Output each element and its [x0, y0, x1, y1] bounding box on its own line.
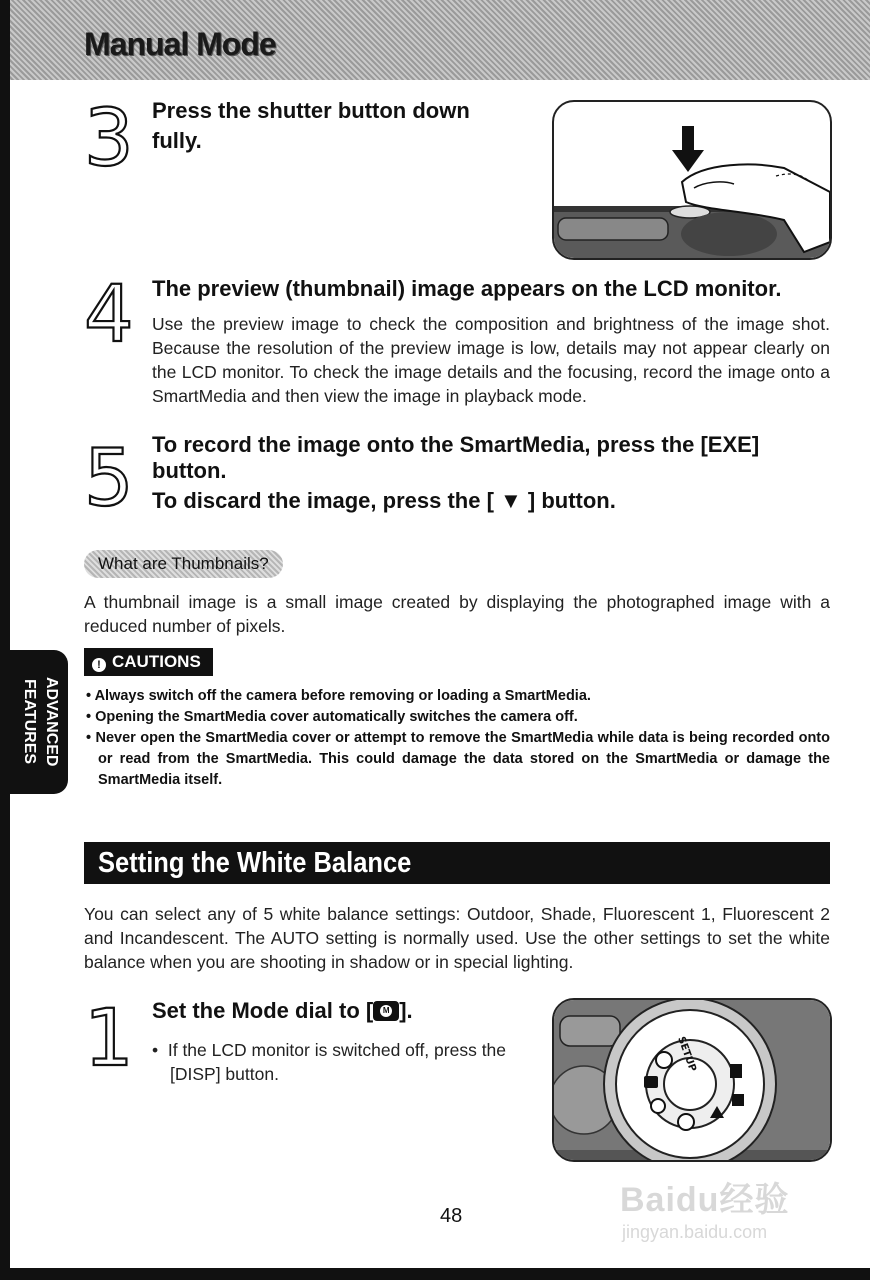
watermark-url: jingyan.baidu.com	[622, 1222, 768, 1242]
thumbnails-callout-label: What are Thumbnails?	[84, 550, 283, 578]
caution-item: • Opening the SmartMedia cover automatically switches the camera off.	[86, 709, 578, 725]
step-3-number: 3	[84, 94, 134, 184]
step-1-note: • If the LCD monitor is switched off, press the [DISP] button.	[152, 1040, 507, 1084]
shutter-press-illustration	[552, 100, 832, 260]
step-4-body: Use the preview image to check the composition and brightness of the image shot. Because the resolution of the preview image is low, details may not appear clearly on the LCD monitor. To check the image details and the focusing, record the image onto a SmartMedia and then view the image in playback mode.	[152, 314, 830, 406]
section-title: Setting the White Balance	[98, 847, 412, 879]
side-tab-label: ADVANCED FEATURES	[21, 677, 60, 767]
caution-item-text: Opening the SmartMedia cover automatically switches the camera off.	[95, 709, 578, 725]
step-1-title-prefix: Set the Mode dial to [	[152, 998, 374, 1023]
step-1-number: 1	[84, 994, 134, 1084]
step-1-title-suffix: ].	[399, 998, 413, 1023]
step-1-note-text: If the LCD monitor is switched off, press the [DISP] button.	[167, 1040, 507, 1084]
mode-dial-illustration	[552, 998, 832, 1162]
bottom-rule	[0, 1268, 870, 1280]
step-5-title-record: To record the image onto the SmartMedia, press the [EXE] button.	[152, 432, 760, 483]
shutter-press-drawing	[554, 102, 830, 258]
caution-item: • Always switch off the camera before removing or loading a SmartMedia.	[86, 688, 591, 704]
step-1-title	[152, 996, 532, 1026]
caution-item-text: Never open the SmartMedia cover or attempt to remove the SmartMedia while data is being recorded onto or read from the SmartMedia. This could damage the data stored on the SmartMedia or damage the SmartMedia itself.	[95, 730, 830, 788]
step-4-number: 4	[84, 270, 134, 360]
white-balance-intro: You can select any of 5 white balance settings: Outdoor, Shade, Fluorescent 1, Fluorescent 2 and Incandescent. The AUTO setting is normally used. Use the other settings to set the white balance when you are shooting in shadow or in special lighting.	[84, 904, 830, 972]
step-5-number: 5	[84, 434, 134, 524]
caution-item-text: Always switch off the camera before removing or loading a SmartMedia.	[94, 688, 591, 704]
thumbnails-explanation: A thumbnail image is a small image created by displaying the photographed image with a reduced number of pixels.	[84, 592, 830, 636]
caution-item: • Never open the SmartMedia cover or attempt to remove the SmartMedia while data is being recorded onto or read from the SmartMedia. This could damage the data stored on the SmartMedia or damage the SmartMedia itself.	[86, 730, 830, 788]
caution-icon: !	[92, 658, 106, 672]
page-number: 48	[440, 1205, 463, 1227]
step-3-title: Press the shutter button down fully.	[152, 98, 470, 153]
step-5-title-discard: To discard the image, press the [ ▼ ] button.	[152, 488, 616, 513]
camera-manual-icon: M	[373, 1001, 399, 1021]
watermark-brand: Baidu经验	[620, 1181, 790, 1219]
cautions-list	[86, 686, 830, 791]
mode-dial-drawing	[554, 1000, 830, 1160]
page-header-title: Manual Mode	[84, 26, 276, 62]
cautions-label-text: CAUTIONS	[112, 652, 201, 671]
cautions-label	[84, 648, 213, 676]
step-4-title: The preview (thumbnail) image appears on the LCD monitor.	[152, 276, 782, 301]
dial-setup-label: SETUP	[675, 1035, 698, 1074]
